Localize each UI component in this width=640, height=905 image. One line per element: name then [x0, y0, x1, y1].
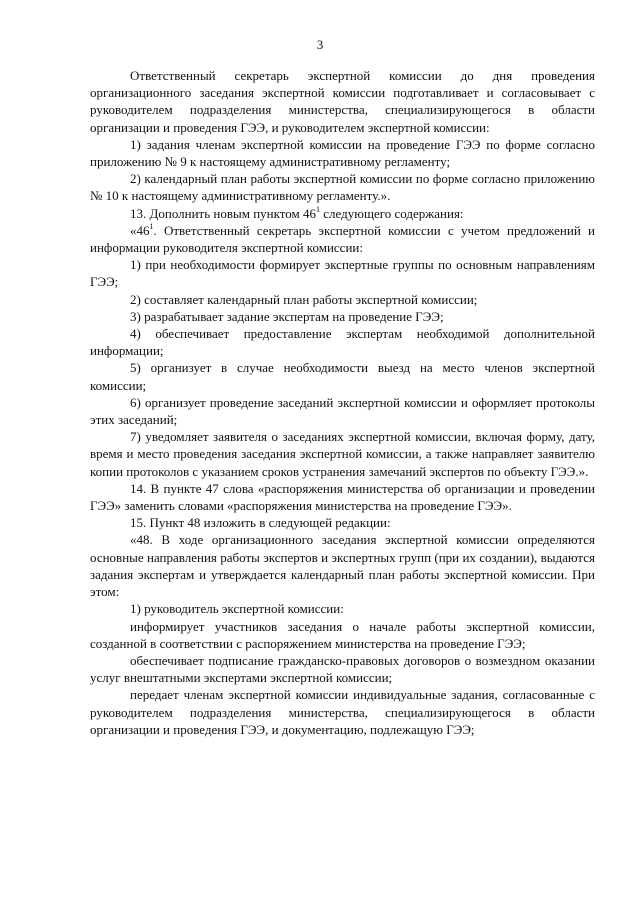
list-item: 3) разрабатывает задание экспертам на проведение ГЭЭ; — [130, 308, 444, 324]
list-item: 6) организует проведение заседаний экспертной комиссии и оформляет протоколы этих заседаний; — [90, 394, 595, 428]
list-item: 5) организует в случае необходимости выезд на место членов экспертной комиссии; — [90, 360, 595, 393]
list-item: 1) при необходимости формирует экспертные группы по основным направлениям ГЭЭ; — [90, 257, 595, 290]
paragraph: Ответственный секретарь экспертной комиссии до дня проведения организационного заседания экспертной комиссии подготавливает и согласовывает с руководителем подразделения министерства, специализирующегося в области организации и проведения ГЭЭ, и руководителем экспертной комиссии: — [90, 68, 595, 135]
paragraph: информирует участников заседания о начале работы экспертной комиссии, созданной в соответствии с распоряжением министерства на проведение ГЭЭ; — [90, 618, 595, 651]
amendment-item: 15. Пункт 48 изложить в следующей редакции: — [130, 515, 391, 531]
list-item: 2) календарный план работы экспертной комиссии по форме согласно приложению № 10 к настоящему административному регламенту.». — [90, 171, 595, 204]
amendment-item: 13. Дополнить новым пунктом $46^1$ следующего содержания: — [130, 204, 464, 221]
document-body — [90, 67, 595, 738]
page-number: 3 — [316, 37, 324, 52]
paragraph: передает членам экспертной комиссии индивидуальные задания, согласованные с руководителем подразделения министерства, специализирующегося в области организации и проведения ГЭЭ, и документацию, подлежащую ГЭЭ; — [90, 687, 595, 737]
list-item: 4) обеспечивает предоставление экспертам необходимой дополнительной информации; — [90, 326, 595, 359]
quoted-clause: «48. В ходе организационного заседания экспертной комиссии определяются основные направления работы экспертов и экспертных групп (при их создании), выдаются задания экспертам и утверждается календарный план работы экспертной комиссии. При этом: — [90, 532, 595, 600]
quoted-clause: «$46^1$. Ответственный секретарь экспертной комиссии с учетом предложений и информации руководителя экспертной комиссии: — [90, 221, 595, 256]
list-item: 1) руководитель экспертной комиссии: — [130, 601, 344, 617]
list-item: 2) составляет календарный план работы экспертной комиссии; — [130, 291, 478, 307]
amendment-item: 14. В пункте 47 слова «распоряжения министерства об организации и проведении ГЭЭ» заменить словами «распоряжения министерства на проведение ГЭЭ». — [90, 480, 595, 514]
list-item: 7) уведомляет заявителя о заседаниях экспертной комиссии, включая форму, дату, время и место проведения заседания экспертной комиссии, а также направляет заявителю копии протоколов с указанием сроков устранения замечаний экспертов по объекту ГЭЭ.». — [90, 429, 595, 479]
paragraph: обеспечивает подписание гражданско-правовых договоров о возмездном оказании услуг внештатными экспертами экспертной комиссии; — [90, 652, 595, 686]
list-item: 1) задания членам экспертной комиссии на проведение ГЭЭ по форме согласно приложению № 9 к настоящему административному регламенту; — [90, 136, 595, 170]
